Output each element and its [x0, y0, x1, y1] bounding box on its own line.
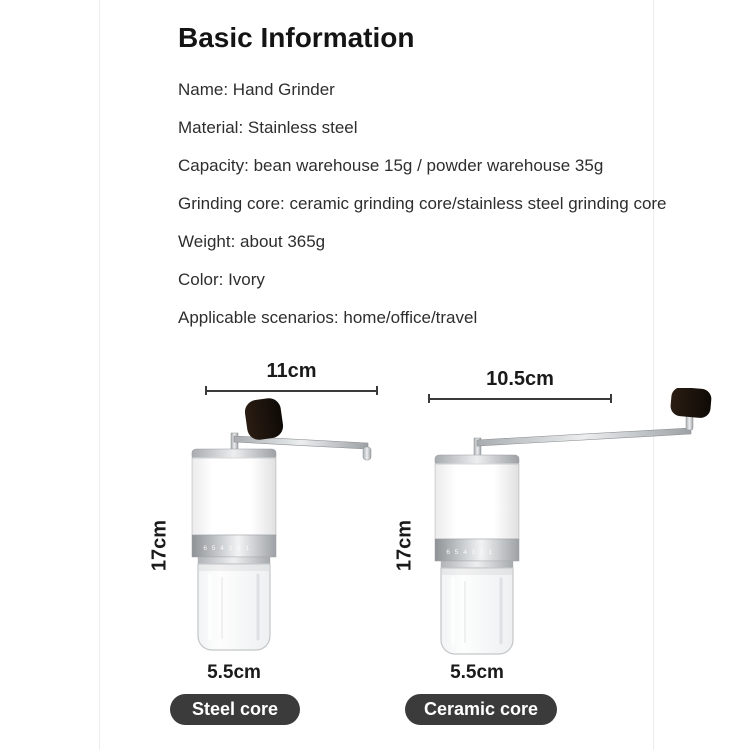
steel-height-dimension-label: 17cm [148, 519, 171, 572]
dial-numbers: 6 5 4 3 2 1 [446, 549, 494, 556]
grinder-body [192, 449, 276, 564]
spec-line-capacity: Capacity: bean warehouse 15g / powder warehouse 35g [178, 156, 604, 175]
page-title: Basic Information [178, 22, 415, 53]
ceramic-core-badge: Ceramic core [405, 694, 557, 725]
grinder-body [435, 455, 519, 568]
spec-line-weight: Weight: about 365g [178, 232, 326, 251]
glass-jar [198, 564, 270, 650]
spec-line-scenarios: Applicable scenarios: home/office/travel [178, 308, 478, 327]
steel-core-grinder-image [182, 393, 382, 661]
ceramic-core-grinder-image [425, 388, 730, 663]
crank-knob [670, 388, 712, 419]
spec-line-name: Name: Hand Grinder [178, 80, 335, 99]
steel-width-dimension-label: 11cm [266, 360, 317, 382]
steel-core-badge: Steel core [170, 694, 300, 725]
ceramic-width-dimension-label: 10.5cm [486, 368, 554, 390]
spec-line-material: Material: Stainless steel [178, 118, 358, 137]
glass-jar [441, 568, 513, 654]
ceramic-base-dimension-label: 5.5cm [450, 662, 504, 683]
page-border-left [99, 0, 100, 750]
dial-numbers: 6 5 4 3 2 1 [203, 545, 251, 552]
ceramic-height-dimension-label: 17cm [393, 519, 416, 572]
spec-line-color: Color: Ivory [178, 270, 265, 289]
crank-handle [474, 388, 712, 456]
steel-base-dimension-label: 5.5cm [207, 662, 261, 683]
spec-line-grinding-core: Grinding core: ceramic grinding core/stainless steel grinding core [178, 194, 667, 213]
crank-knob [243, 397, 284, 442]
spec-list [178, 80, 667, 328]
